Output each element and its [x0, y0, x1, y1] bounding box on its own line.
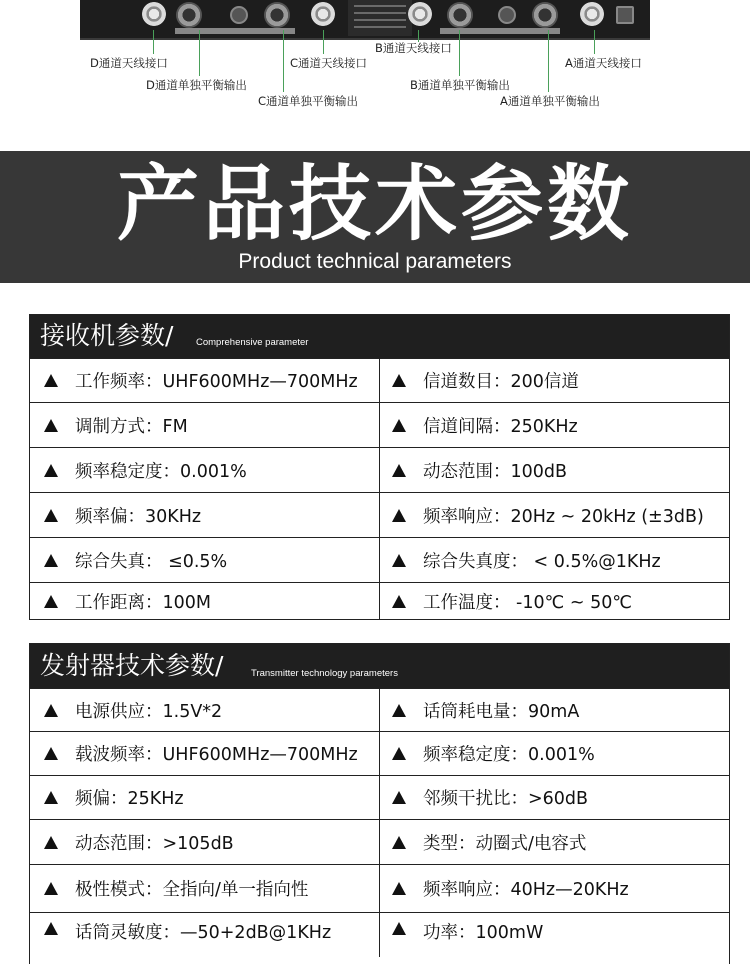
triangle-bullet-icon	[392, 704, 406, 717]
antenna-connector-icon	[408, 2, 432, 26]
param-cell	[379, 913, 729, 957]
table-row	[30, 358, 729, 402]
callout-a-output: A通道单独平衡输出	[500, 94, 600, 108]
triangle-bullet-icon	[44, 836, 58, 849]
table-row	[30, 864, 729, 912]
param-cell	[30, 538, 379, 582]
triangle-bullet-icon	[44, 509, 58, 522]
table-title: 发射器技术参数/	[40, 651, 224, 680]
table-row	[30, 819, 729, 864]
triangle-bullet-icon	[44, 419, 58, 432]
param-text: 工作频率：UHF600MHz—700MHz	[75, 372, 358, 392]
xlr-output-icon	[532, 2, 558, 28]
banner-title: 产品技术参数	[116, 157, 633, 252]
table-header	[30, 315, 729, 358]
table-header	[30, 644, 729, 688]
param-cell	[379, 732, 729, 775]
callout-d-antenna: D通道天线接口	[90, 56, 168, 70]
table-row	[30, 731, 729, 775]
param-cell	[30, 583, 379, 619]
param-cell	[379, 820, 729, 864]
table-row	[30, 582, 729, 619]
param-cell	[379, 865, 729, 912]
param-text: 调制方式：FM	[75, 416, 188, 437]
param-text: 话筒耗电量：90mA	[423, 701, 580, 722]
table-row	[30, 912, 729, 957]
param-text: 频偏：25KHz	[75, 789, 184, 809]
param-text: 频率稳定度：0.001%	[75, 461, 247, 482]
triangle-bullet-icon	[44, 374, 58, 387]
table-row	[30, 775, 729, 819]
param-cell	[379, 583, 729, 619]
param-text: 工作距离：100M	[75, 592, 212, 613]
triangle-bullet-icon	[392, 922, 406, 935]
triangle-bullet-icon	[44, 595, 58, 608]
param-text: 动态范围：>105dB	[75, 833, 234, 854]
table-subtitle: Transmitter technology parameters	[251, 668, 398, 679]
param-cell	[379, 776, 729, 819]
table-row	[30, 688, 729, 731]
param-text: 频率响应：40Hz—20KHz	[423, 880, 629, 900]
section-banner	[0, 151, 750, 283]
antenna-connector-icon	[580, 2, 604, 26]
param-text: 综合失真度： < 0.5%@1KHz	[423, 551, 661, 572]
param-text: 频率稳定度：0.001%	[423, 745, 595, 765]
param-cell	[30, 493, 379, 537]
table-row	[30, 447, 729, 492]
transmitter-parameters-table	[29, 643, 730, 964]
power-socket-icon	[616, 6, 634, 24]
triangle-bullet-icon	[44, 554, 58, 567]
triangle-bullet-icon	[392, 882, 406, 895]
param-cell	[379, 493, 729, 537]
triangle-bullet-icon	[392, 747, 406, 760]
param-text: 信道间隔：250KHz	[423, 416, 578, 437]
table-subtitle: Comprehensive parameter	[196, 337, 309, 348]
triangle-bullet-icon	[392, 791, 406, 804]
param-text: 信道数目：200信道	[423, 372, 579, 392]
table-row	[30, 402, 729, 447]
banner-subtitle: Product technical parameters	[238, 250, 512, 273]
param-text: 频率偏：30KHz	[75, 506, 202, 527]
param-text: 类型：动圈式/电容式	[423, 833, 587, 854]
param-cell	[30, 403, 379, 447]
triangle-bullet-icon	[392, 464, 406, 477]
xlr-output-icon	[447, 2, 473, 28]
param-cell	[379, 538, 729, 582]
receiver-back-panel-image	[80, 0, 650, 40]
table-row	[30, 537, 729, 582]
warning-label	[348, 0, 412, 36]
callout-c-antenna: C通道天线接口	[290, 56, 368, 70]
jack-icon	[498, 6, 516, 24]
param-cell	[379, 448, 729, 492]
triangle-bullet-icon	[44, 704, 58, 717]
param-cell	[30, 448, 379, 492]
param-text: 综合失真： ≤0.5%	[75, 551, 228, 572]
param-text: 话筒灵敏度：—50+2dB@1KHz	[75, 923, 332, 943]
xlr-output-icon	[264, 2, 290, 28]
antenna-connector-icon	[311, 2, 335, 26]
triangle-bullet-icon	[392, 554, 406, 567]
table-title: 接收机参数/	[40, 321, 174, 350]
triangle-bullet-icon	[44, 791, 58, 804]
param-cell	[30, 820, 379, 864]
triangle-bullet-icon	[392, 374, 406, 387]
param-text: 功率：100mW	[423, 923, 544, 943]
triangle-bullet-icon	[44, 922, 58, 935]
triangle-bullet-icon	[392, 509, 406, 522]
callout-c-output: C通道单独平衡输出	[258, 94, 359, 108]
param-text: 载波频率：UHF600MHz—700MHz	[75, 745, 358, 765]
param-cell	[30, 732, 379, 775]
jack-icon	[230, 6, 248, 24]
param-cell	[30, 776, 379, 819]
param-cell	[379, 689, 729, 731]
antenna-connector-icon	[142, 2, 166, 26]
param-text: 极性模式：全指向/单一指向性	[75, 880, 309, 900]
param-text: 邻频干扰比：>60dB	[423, 789, 589, 809]
triangle-bullet-icon	[44, 882, 58, 895]
triangle-bullet-icon	[44, 464, 58, 477]
callout-d-output: D通道单独平衡输出	[146, 78, 247, 92]
param-cell	[30, 689, 379, 731]
xlr-output-icon	[176, 2, 202, 28]
callout-b-antenna: B通道天线接口	[375, 41, 452, 55]
callout-b-output: B通道单独平衡输出	[410, 78, 510, 92]
triangle-bullet-icon	[392, 836, 406, 849]
triangle-bullet-icon	[392, 595, 406, 608]
receiver-parameters-table	[29, 314, 730, 620]
param-cell	[30, 865, 379, 912]
param-text: 电源供应：1.5V*2	[75, 701, 223, 722]
param-cell	[30, 913, 379, 957]
triangle-bullet-icon	[392, 419, 406, 432]
param-cell	[379, 403, 729, 447]
table-row	[30, 492, 729, 537]
param-cell	[379, 359, 729, 402]
param-cell	[30, 359, 379, 402]
triangle-bullet-icon	[44, 747, 58, 760]
callout-a-antenna: A通道天线接口	[565, 56, 642, 70]
param-text: 工作温度： -10℃ ~ 50℃	[423, 592, 633, 613]
param-text: 动态范围：100dB	[423, 461, 568, 482]
param-text: 频率响应：20Hz ~ 20kHz (±3dB)	[423, 506, 704, 527]
